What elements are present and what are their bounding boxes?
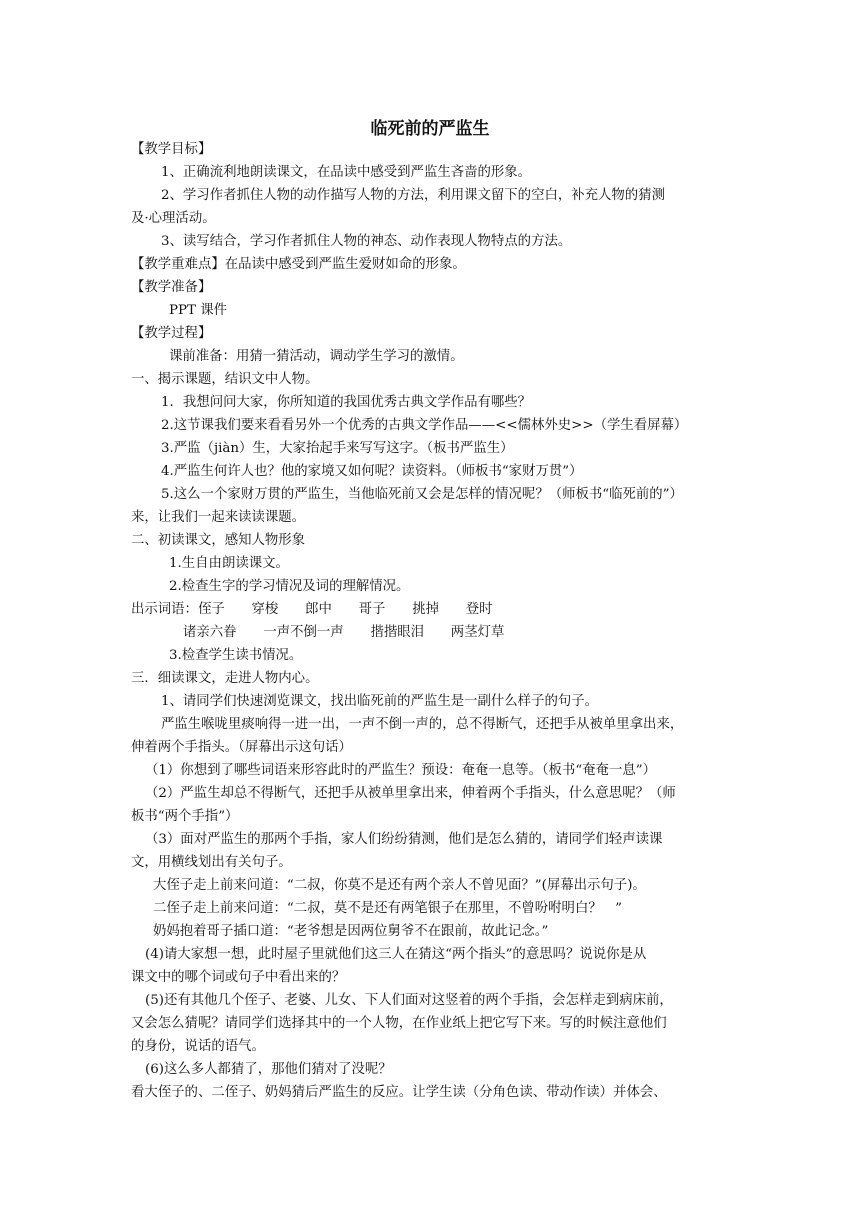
text-line: （1）你想到了哪些词语来形容此时的严监生？预设：奄奄一息等。（板书“奄奄一息”） xyxy=(145,763,656,778)
text-line: 4.严监生何许人也？他的家境又如何呢？读资料。（师板书“家财万贯”） xyxy=(161,464,583,479)
text-line: 诸亲六眷 一声不倒一声 揩揩眼泪 两茎灯草 xyxy=(183,625,505,640)
text-line: 大侄子走上前来问道：“二叔，你莫不是还有两个亲人不曾见面？”(屏幕出示句子)。 xyxy=(153,878,646,893)
text-line: 三．细读课文，走进人物内心。 xyxy=(131,671,319,686)
text-line: 及·心理活动。 xyxy=(131,211,216,226)
text-line: 【教学过程】 xyxy=(131,326,212,341)
text-line: 3、读写结合，学习作者抓住人物的神态、动作表现人物特点的方法。 xyxy=(161,234,572,249)
text-line: 二侄子走上前来问道：“二叔，莫不是还有两笔银子在那里，不曾吩咐明白？ ” xyxy=(153,901,622,916)
text-line: PPT 课件 xyxy=(169,303,227,318)
text-line: 板书“两个手指”） xyxy=(131,809,239,824)
text-line: 3.检查学生读书情况。 xyxy=(169,648,303,663)
text-line: 伸着两个手指头。（屏幕出示这句话） xyxy=(131,740,352,755)
text-line: 奶妈抱着哥子插口道：“老爷想是因两位舅爷不在跟前，故此记念。” xyxy=(153,924,549,939)
text-line: 2.这节课我们要来看看另外一个优秀的古典文学作品——<<儒林外史>>（学生看屏幕） xyxy=(161,418,688,433)
document-title: 临死前的严监生 xyxy=(370,119,490,139)
text-line: 2、学习作者抓住人物的动作描写人物的方法，利用课文留下的空白，补充人物的猜测 xyxy=(161,188,665,203)
text-line: 1.生自由朗读课文。 xyxy=(169,556,289,571)
text-line: 出示词语：侄子 穿梭 郎中 哥子 挑掉 登时 xyxy=(131,602,493,617)
text-line: 看大侄子的、二侄子、奶妈猜后严监生的反应。让学生读（分角色读、带动作读）并体会、 xyxy=(131,1085,667,1100)
text-line: 【教学目标】 xyxy=(131,142,212,157)
text-line: (5)还有其他几个侄子、老婆、儿女、下人们面对这竖着的两个手指，会怎样走到病床前， xyxy=(145,993,673,1008)
text-line: 严监生喉咙里痰响得一进一出，一声不倒一声的，总不得断气，还把手从被单里拿出来， xyxy=(161,717,684,732)
text-line: 又会怎么猜呢？请同学们选择其中的一个人物，在作业纸上把它写下来。写的时候注意他们 xyxy=(131,1016,667,1031)
text-line: (6)这么多人都猜了，那他们猜对了没呢？ xyxy=(145,1062,392,1077)
text-line: 2.检查生字的学习情况及词的理解情况。 xyxy=(169,579,410,594)
text-line: 课文中的哪个词或句子中看出来的？ xyxy=(131,970,346,985)
text-line: 【教学重难点】在品读中感受到严监生爱财如命的形象。 xyxy=(131,257,466,272)
text-line: （2）严监生却总不得断气，还把手从被单里拿出来，伸着两个手指头，什么意思呢？（师 xyxy=(145,786,676,801)
text-line: 【教学准备】 xyxy=(131,280,212,295)
text-line: （3）面对严监生的那两个手指，家人们纷纷猜测，他们是怎么猜的，请同学们轻声读课 xyxy=(145,832,663,847)
text-line: 文，用横线划出有关句子。 xyxy=(131,855,292,870)
text-line: 1、请同学们快速浏览课文，找出临死前的严监生是一副什么样子的句子。 xyxy=(161,694,599,709)
text-line: 二、初读课文，感知人物形象 xyxy=(131,533,306,548)
text-line: 5.这么一个家财万贯的严监生，当他临死前又会是怎样的情况呢？（师板书“临死前的”） xyxy=(161,487,683,502)
text-line: 1．我想问问大家，你所知道的我国优秀古典文学作品有哪些？ xyxy=(161,395,532,410)
text-line: 来，让我们一起来读读课题。 xyxy=(131,510,306,525)
text-line: 课前准备：用猜一猜活动，调动学生学习的激情。 xyxy=(169,349,464,364)
text-line: 一、揭示课题，结识文中人物。 xyxy=(131,372,319,387)
text-line: 1、正确流利地朗读课文，在品读中感受到严监生吝啬的形象。 xyxy=(161,165,532,180)
text-line: (4)请大家想一想，此时屋子里就他们这三人在猜这“两个指头”的意思吗？说说你是从 xyxy=(145,947,647,962)
text-line: 的身份，说话的语气。 xyxy=(131,1039,265,1054)
text-line: 3.严监（jiàn）生，大家抬起手来写写这字。（板书严监生） xyxy=(161,441,514,456)
